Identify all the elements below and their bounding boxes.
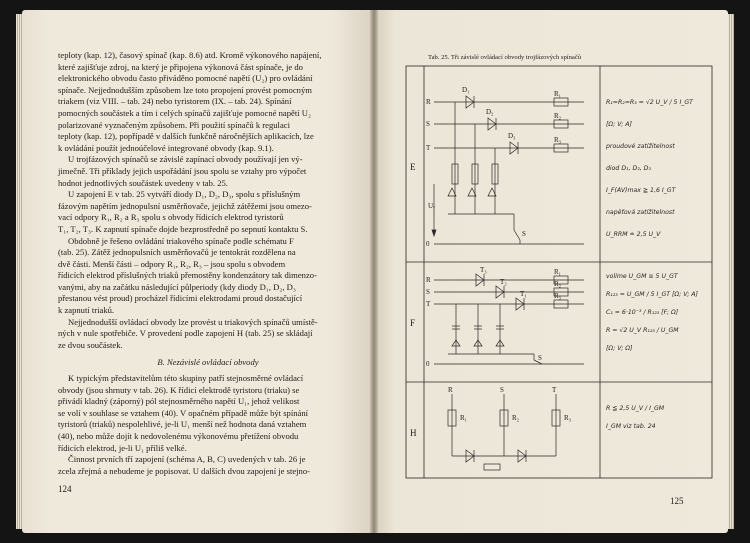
text-line: vací odpory R₁, R₂ a R₃ spolu s obvody řídicích elektrod tyristorů <box>58 212 284 223</box>
right-page-number: 125 <box>670 496 684 506</box>
svg-text:T₁: T₁ <box>520 290 527 298</box>
text-line: tyristorů (triaků) nespolehlivé, je-li U₁ menší než hodnota daná vztahem <box>58 419 307 430</box>
svg-text:Uᵥ: Uᵥ <box>428 202 436 210</box>
text-line: spínače. Nejjednodušším způsobem lze toto propojení provést pomocným <box>58 84 312 95</box>
formula-line: I_GM viz tab. 24 <box>606 423 656 430</box>
formula-line: [Ω; V; A] <box>606 121 632 128</box>
circuit-f <box>434 274 584 364</box>
formulas-e <box>605 99 694 238</box>
text-line: Nejjednodušší ovládací obvody lze provést u triakových spínačů umístě- <box>68 316 318 327</box>
svg-text:S: S <box>426 120 430 128</box>
text-line: elektronického obvodu často přiváděno pomocné napětí (U₂) pro ovládání <box>58 73 313 84</box>
svg-text:S: S <box>500 386 504 394</box>
svg-text:0: 0 <box>426 360 430 368</box>
text-line: k zapnutí triaků. <box>58 305 115 316</box>
text-line: hodnot jednotlivých součástek uvedeny v tab. 25. <box>58 177 228 188</box>
right-page-edge <box>728 14 734 529</box>
formulas-f <box>606 272 699 352</box>
text-line: teploty (kap. 12), popřípadě v dalších funkčně náročnějších aplikacích, lze <box>58 131 314 142</box>
text-line: Činnost prvních tří zapojení (schéma A, B, C) uvedených v tab. 26 je <box>68 454 306 465</box>
text-line: teploty (kap. 12), časový spínač (kap. 8.6) atd. Kromě výkonového napájení, <box>58 50 322 60</box>
left-page-text <box>58 50 358 477</box>
text-line: pomocných součástek a tím i celých spínačů zajišťuje pomocné napětí U₂ <box>58 107 311 118</box>
svg-text:R₃: R₃ <box>564 414 572 422</box>
svg-text:R: R <box>448 386 453 394</box>
text-line: (40), nebo může dojít k nedovolenému výkonovému přetížení obvodu <box>58 431 299 441</box>
svg-text:R₂: R₂ <box>554 112 562 120</box>
text-line: jimečně. Tři příklady jejich uspořádání jsou spolu se vztahy pro výpočet <box>58 165 307 176</box>
svg-text:E: E <box>410 162 416 172</box>
formula-line: volíme U_GM ≅ 5 U_GT <box>606 273 678 280</box>
text-line: přivádí kladný (záporný) pól stejnosměrného napětí U₁, jehož velikost <box>58 396 300 407</box>
formula-line: diod D₁, D₂, D₃ <box>606 165 651 172</box>
text-line: triakem (viz VIII. – tab. 24) nebo tyristorem (IX. – tab. 24). Spínání <box>58 96 292 107</box>
text-line: které zajišťuje zdroj, na který je připojena výkonová část spínače, je do <box>58 61 303 72</box>
text-line: dvě části. Menší části – odpory R₁, R₂, R₃ – jsou spolu s obvodem <box>58 258 286 269</box>
formula-line: C₁ = 6·10⁻³ / R₁₂₃ [F; Ω] <box>606 309 679 316</box>
svg-text:T₂: T₂ <box>500 278 507 286</box>
svg-text:R₂: R₂ <box>512 414 520 422</box>
svg-text:T: T <box>426 300 431 308</box>
left-page-number: 124 <box>58 484 72 494</box>
svg-text:S: S <box>538 354 542 362</box>
schematic-table <box>404 64 714 480</box>
svg-text:R₁: R₁ <box>554 90 562 98</box>
text-line: polarizované vyznačeným způsobem. Při použití spínačů k regulaci <box>58 119 290 130</box>
text-line: řídicích elektrod příslušných triaků přemostěny kondenzátory tak dimenzo- <box>58 270 317 281</box>
svg-text:D₃: D₃ <box>508 132 516 140</box>
text-line: K typickým představitelům této skupiny patří stejnosměrné ovládací <box>68 373 304 384</box>
text-line: (tab. 25). Zátěž jednopulsních usměrňovačů je tentokrát rozdělena na <box>58 247 296 258</box>
text-line: fázovým napětím jednopulsní usměrňovače, jejichž zátěžemi jsou omezo- <box>58 200 312 211</box>
text-line: B. Nezávislé ovládací obvody <box>157 357 259 368</box>
book-spine <box>370 10 378 533</box>
left-page-edge <box>16 14 22 529</box>
svg-text:R₁: R₁ <box>554 268 562 276</box>
text-line: k ovládání použít jednoúčelové integrované obvody (kap. 9.1). <box>58 142 274 153</box>
text-line: Obdobně je řešeno ovládání triakového spínače podle schématu F <box>68 235 294 246</box>
svg-text:R₃: R₃ <box>554 136 562 144</box>
svg-text:T: T <box>426 144 431 152</box>
svg-text:H: H <box>410 428 417 438</box>
svg-text:D₁: D₁ <box>462 86 470 94</box>
formula-line: napěťová zatížitelnost <box>606 209 675 216</box>
svg-text:R₂: R₂ <box>554 280 562 288</box>
text-line: ných v nule spotřebiče. V provedení podle zapojení H (tab. 25) se skládají <box>58 328 313 339</box>
text-line: T₁, T₂, T₃. K zapnutí spínače dojde bezprostředně po sepnutí kontaktu S. <box>58 223 308 234</box>
text-line: obvody (jsou shrnuty v tab. 26). K řídicí elektrodě tyristoru (triaku) se <box>58 384 300 395</box>
formula-line: [Ω; V; Ω] <box>606 345 633 352</box>
text-line: U trojfázových spínačů se závislé zapínací obvody používají jen vý- <box>68 154 303 165</box>
text-line: U zapojení E v tab. 25 vytváří diody D₁, D₂, D₃, spolu s příslušným <box>68 189 301 200</box>
circuit-e <box>432 96 584 244</box>
left-page <box>22 10 374 533</box>
svg-text:R: R <box>426 276 431 284</box>
formulas-h <box>606 405 665 430</box>
text-line: zcela zřejmá a nebudeme je popisovat. U dalších dvou zapojení je stejno- <box>58 465 310 476</box>
formula-line: R₁=R₂=R₃ = √2 U_V / 5 I_GT <box>606 99 693 106</box>
svg-text:T: T <box>552 386 557 394</box>
svg-text:T₃: T₃ <box>480 266 487 274</box>
circuit-h <box>448 394 560 470</box>
formula-line: R₁₂₃ = U_GM / 5 I_GT [Ω; V; A] <box>606 291 698 298</box>
text-line: ze dvou součástek. <box>58 339 123 350</box>
text-line: řídicích elektrod, je-li U₁ příliš velké. <box>58 442 187 453</box>
svg-text:R: R <box>426 98 431 106</box>
svg-text:F: F <box>410 318 416 328</box>
text-line: vanými, aby na začátku následující půlperiody (kdy diody D₁, D₂, D₃ <box>58 281 296 292</box>
text-line: se volí v souhlase se vztahem (40). V opačném případě může být spínání <box>58 407 309 418</box>
table-title: Tab. 25. Tři závislé ovládací obvody trojfázových spínačů <box>428 54 582 61</box>
right-page <box>374 10 728 533</box>
formula-line: R ≦ 2,5 U_V / I_GM <box>606 405 665 412</box>
svg-text:S: S <box>426 288 430 296</box>
svg-text:R₁: R₁ <box>460 414 468 422</box>
formula-line: I_F(AV)max ≧ 1,6 I_GT <box>606 187 676 194</box>
svg-text:0: 0 <box>426 240 430 248</box>
text-line: přestanou vést proud) procházel řídicími elektrodami proud dostačující <box>58 293 303 304</box>
svg-text:R₃: R₃ <box>554 292 562 300</box>
formula-line: proudové zatížitelnost <box>606 143 675 150</box>
formula-line: R = √2 U_V R₁₂₃ / U_GM <box>606 327 679 334</box>
formula-line: U_RRM ≐ 2,5 U_V <box>606 231 661 238</box>
svg-text:D₂: D₂ <box>486 108 494 116</box>
svg-text:S: S <box>522 230 526 238</box>
